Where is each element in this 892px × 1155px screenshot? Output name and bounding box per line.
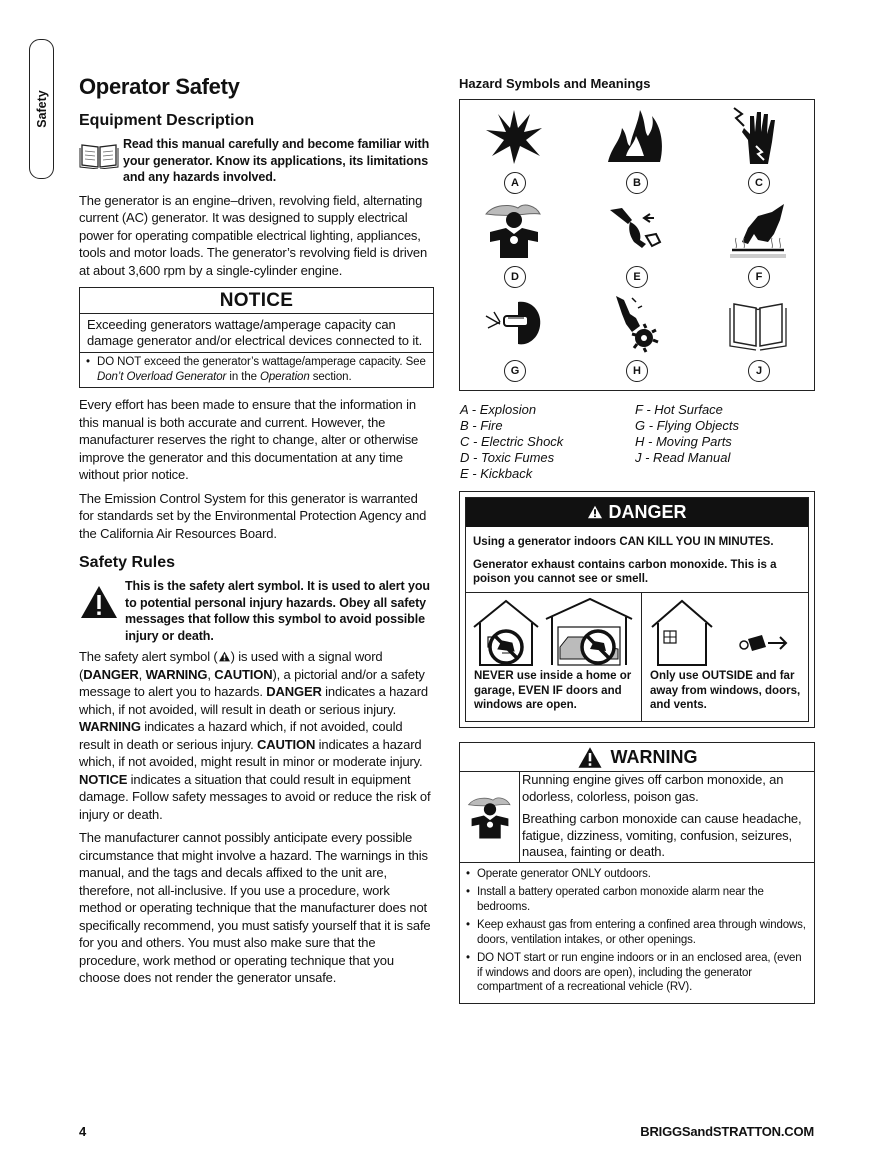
page-number: 4 [79,1124,87,1139]
signal-words-paragraph [79,648,434,823]
danger-line-2: Generator exhaust contains carbon monoxide. This is a poison you cannot see or smell. [473,559,777,585]
warning-header [460,743,814,772]
notice-bullet-ref: Don’t Overload Generator [97,370,227,383]
signal-word: CAUTION [257,736,316,752]
safety-alert-text: This is the safety alert symbol. It is used to alert you to potential personal injury hazards. Obey all safety messages that follow this symbol to avoid possible injury or death. [125,579,430,643]
hazard-letter: F [748,266,770,288]
alert-triangle-icon [577,746,603,769]
legend-item: G - Flying Objects [635,418,740,433]
text-run: indicates a hazard which, if not avoided, will result in death or serious injury. [79,684,428,717]
hazard-explosion [484,106,544,196]
outdoor-use-icon [648,597,808,667]
notice-bullet-text: section. [309,370,352,383]
page-title: Operator Safety [79,74,240,99]
text-run: indicates a hazard which, if not avoided, could result in death or serious injury. [79,719,403,752]
hazard-letter: H [626,360,648,382]
warning-box [459,742,815,1004]
warning-text-2: Breathing carbon monoxide can cause headache, fatigue, dizziness, vomiting, confusion, seizures, nausea, fainting or death. [522,811,802,859]
safety-alert-icon [79,584,119,620]
signal-word: DANGER [83,666,139,682]
hazard-fire [606,106,666,196]
hazard-hot-surface [728,200,788,290]
alert-triangle-icon [587,505,603,519]
legend-item: J - Read Manual [635,450,731,465]
inline-alert-icon [218,651,231,662]
manual-intro [79,136,434,186]
danger-caption-indoors: NEVER use inside a home or garage, EVEN IF doors and windows are open. [474,670,632,711]
responsibility-paragraph: The manufacturer cannot possibly anticipate every possible circumstance that might involve a hazard. The warnings in this manual, and the tags and decals affixed to the unit are, therefore, not all-inclusive. If you use a procedure, work method or operating technique that the manufacturer does not specifically recommend, you must satisfy yourself that it is safe for you and others. You must also make sure that the procedure, work method or operating technique that you choose does not render the generator unsafe. [79,830,431,985]
legend-item: F - Hot Surface [635,402,723,417]
hazard-symbols-grid [459,99,815,391]
danger-panel-outdoors [642,593,808,721]
hazard-letter: E [626,266,648,288]
moving-parts-icon [606,294,666,354]
read-manual-icon [728,294,788,354]
notice-text: Exceeding generators wattage/amperage capacity can damage generator and/or electrical devices connected to it. [80,314,433,353]
warning-bullet: • Keep exhaust gas from entering a confined area through windows, doors, ventilation intakes, or other openings. [460,918,814,947]
text-run: , [207,666,215,682]
danger-line-1: Using a generator indoors CAN KILL YOU IN MINUTES. [473,536,774,548]
notice-bullet-ref: Operation [260,370,310,383]
notice-title: NOTICE [80,288,433,314]
legend-item: B - Fire [460,418,503,433]
text-run: indicates a situation that could result in equipment damage. Follow safety messages to avoid or reduce the risk of injury or death. [79,771,431,822]
emission-paragraph: The Emission Control System for this generator is warranted for standards set by the Environmental Protection Agency and the California Air Resources Board. [79,490,427,541]
legend-column-2 [635,402,810,482]
danger-message [466,527,808,593]
hot-surface-icon [728,200,788,260]
text-run: The safety alert symbol ( [79,649,218,664]
danger-header [466,498,808,527]
signal-word: NOTICE [79,771,128,787]
equipment-heading: Equipment Description [79,112,255,129]
hazard-letter: A [504,172,526,194]
manual-intro-text: Read this manual carefully and become familiar with your generator. Know its applications, its limitations and any hazards involved. [123,137,430,184]
hazard-electric-shock [728,106,788,196]
notice-bullet [80,353,433,387]
warning-bullet: • DO NOT start or run engine indoors or in an enclosed area, (even if windows and doors are open), including the generator compartment of a recreational vehicle (RV). [460,951,814,995]
hazard-toxic-fumes [484,200,544,290]
notice-bullet-text: in the [226,370,261,383]
hazard-legend [460,402,815,482]
hazard-letter: C [748,172,770,194]
text-run: , [138,666,146,682]
signal-word: CAUTION [214,666,273,682]
equipment-paragraph: The generator is an engine–driven, revolving field, alternating current (AC) generator. It was designed to supply electrical power for operating compatible electrical lighting, appliances, tools and motor loads. The generator’s revolving field is driven at about 3,600 rpm by a single-cylinder engine. [79,192,428,278]
warning-bullet: • Install a battery operated carbon monoxide alarm near the bedrooms. [460,885,814,914]
safety-rules-heading: Safety Rules [79,554,176,571]
hazard-kickback [606,200,666,290]
legend-item: C - Electric Shock [460,434,564,449]
toxic-fumes-icon [467,793,513,841]
danger-title: DANGER [608,502,687,522]
danger-pictograms [466,593,808,721]
hazard-letter: J [748,360,770,382]
danger-caption-outdoors: Only use OUTSIDE and far away from windows, doors, and vents. [650,670,801,711]
electric-shock-icon [728,106,788,166]
notice-bullet-text: DO NOT exceed the generator’s wattage/amperage capacity. See [97,356,426,368]
warning-bullet: • Operate generator ONLY outdoors. [460,867,814,882]
toxic-fumes-icon [484,200,544,260]
hazard-flying-objects [484,294,544,384]
legend-item: A - Explosion [460,402,537,417]
fire-icon [606,106,666,166]
explosion-icon [484,106,544,166]
hazard-read-manual [728,294,788,384]
footer-website: BRIGGSandSTRATTON.COM [640,1124,814,1139]
left-column [79,74,434,993]
warning-text [520,772,814,862]
warning-text-1: Running engine gives off carbon monoxide, an odorless, colorless, poison gas. [522,772,784,804]
text-run: ), a pictorial and/or a safety message to alert you to hazards. [79,666,425,699]
danger-panel-indoors [466,593,642,721]
hazard-letter: G [504,360,526,382]
signal-word: WARNING [79,719,141,734]
hazard-symbols-title: Hazard Symbols and Meanings [459,76,651,91]
signal-word: DANGER [266,684,322,699]
no-indoor-use-icon [472,597,636,667]
section-tab-label: Safety [34,90,49,128]
danger-box [459,491,815,728]
legend-item: H - Moving Parts [635,434,732,449]
text-run: indicates a hazard which, if not avoided, might result in minor or moderate injury. [79,736,423,769]
section-tab [29,39,54,179]
right-column [459,76,815,1004]
legend-column-1 [460,402,635,482]
legend-item: E - Kickback [460,466,533,481]
hazard-letter: D [504,266,526,288]
legend-item: D - Toxic Fumes [460,450,555,465]
danger-inner [465,497,809,722]
read-manual-icon [79,141,119,169]
text-run: ) is used with a signal word ( [79,649,383,682]
accuracy-paragraph: Every effort has been made to ensure that the information in this manual is both accurate and current. However, the manufacturer reserves the right to change, alter or otherwise improve the generator and this documentation at any time without prior notice. [79,397,419,482]
warning-title: WARNING [610,747,698,767]
hazard-moving-parts [606,294,666,384]
flying-objects-icon [484,294,544,354]
notice-box [79,287,434,388]
warning-icon-cell [460,772,520,862]
kickback-icon [606,200,666,260]
hazard-letter: B [626,172,648,194]
warning-main [460,772,814,863]
warning-bullets [460,863,814,1003]
signal-word: WARNING [145,666,208,682]
safety-alert-intro [79,578,434,644]
